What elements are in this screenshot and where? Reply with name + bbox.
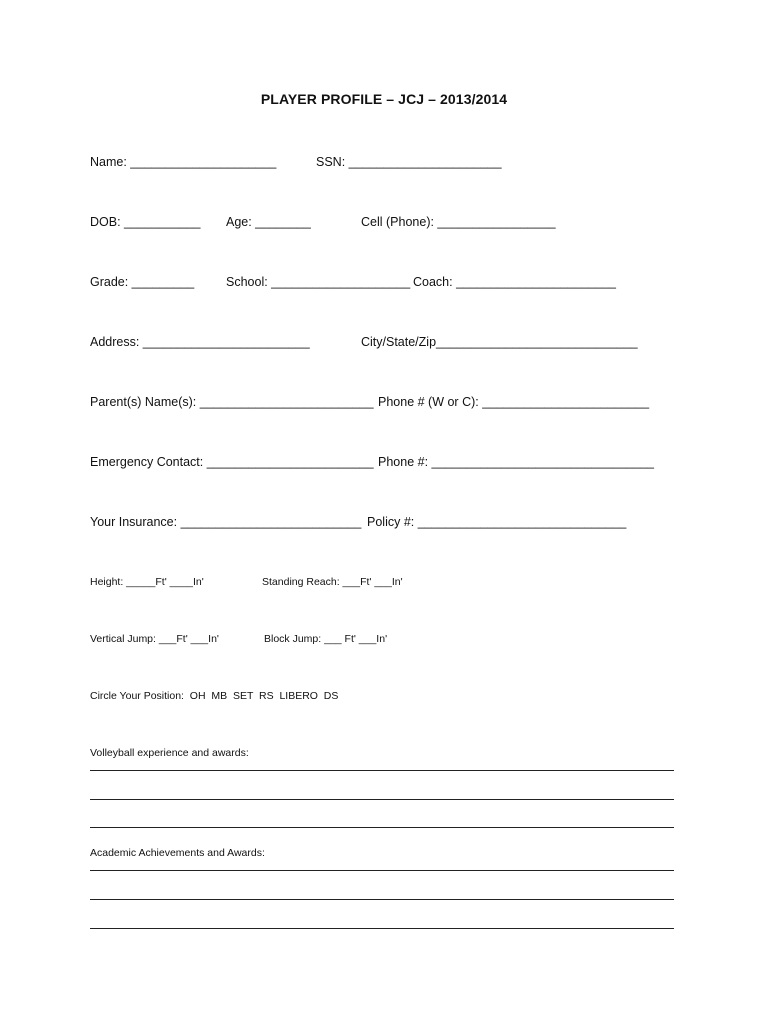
academic-line-3[interactable] [90,928,674,929]
grade-field[interactable]: Grade: _________ [90,275,195,289]
school-field[interactable]: School: ____________________ [226,275,411,289]
name-field[interactable]: Name: _____________________ [90,155,277,169]
height-field[interactable]: Height: _____Ft' ____In' [90,576,204,588]
address-field[interactable]: Address: ________________________ [90,335,310,349]
dob-field[interactable]: DOB: ___________ [90,215,201,229]
vertical-jump-field[interactable]: Vertical Jump: ___Ft' ___In' [90,633,219,645]
standing-reach-field[interactable]: Standing Reach: ___Ft' ___In' [262,576,403,588]
cell-phone-field[interactable]: Cell (Phone): _________________ [361,215,556,229]
volleyball-line-2[interactable] [90,799,674,800]
coach-field[interactable]: Coach: _______________________ [413,275,616,289]
academic-line-2[interactable] [90,899,674,900]
parent-phone-field[interactable]: Phone # (W or C): ________________________ [378,395,650,409]
academic-line-1[interactable] [90,870,674,871]
policy-field[interactable]: Policy #: ______________________________ [367,515,627,529]
insurance-field[interactable]: Your Insurance: __________________________ [90,515,362,529]
emergency-contact-field[interactable]: Emergency Contact: ________________________ [90,455,374,469]
parents-name-field[interactable]: Parent(s) Name(s): _________________________ [90,395,374,409]
block-jump-field[interactable]: Block Jump: ___ Ft' ___In' [264,633,388,645]
page-title: PLAYER PROFILE – JCJ – 2013/2014 [260,91,508,107]
city-state-zip-field[interactable]: City/State/Zip_____________________________ [361,335,638,349]
position-field[interactable]: Circle Your Position: OH MB SET RS LIBERO DS [90,690,339,702]
emergency-phone-field[interactable]: Phone #: ________________________________ [378,455,654,469]
volleyball-experience-label: Volleyball experience and awards: [90,747,249,759]
age-field[interactable]: Age: ________ [226,215,311,229]
academic-achievements-label: Academic Achievements and Awards: [90,847,265,859]
volleyball-line-3[interactable] [90,827,674,828]
volleyball-line-1[interactable] [90,770,674,771]
ssn-field[interactable]: SSN: ______________________ [316,155,502,169]
